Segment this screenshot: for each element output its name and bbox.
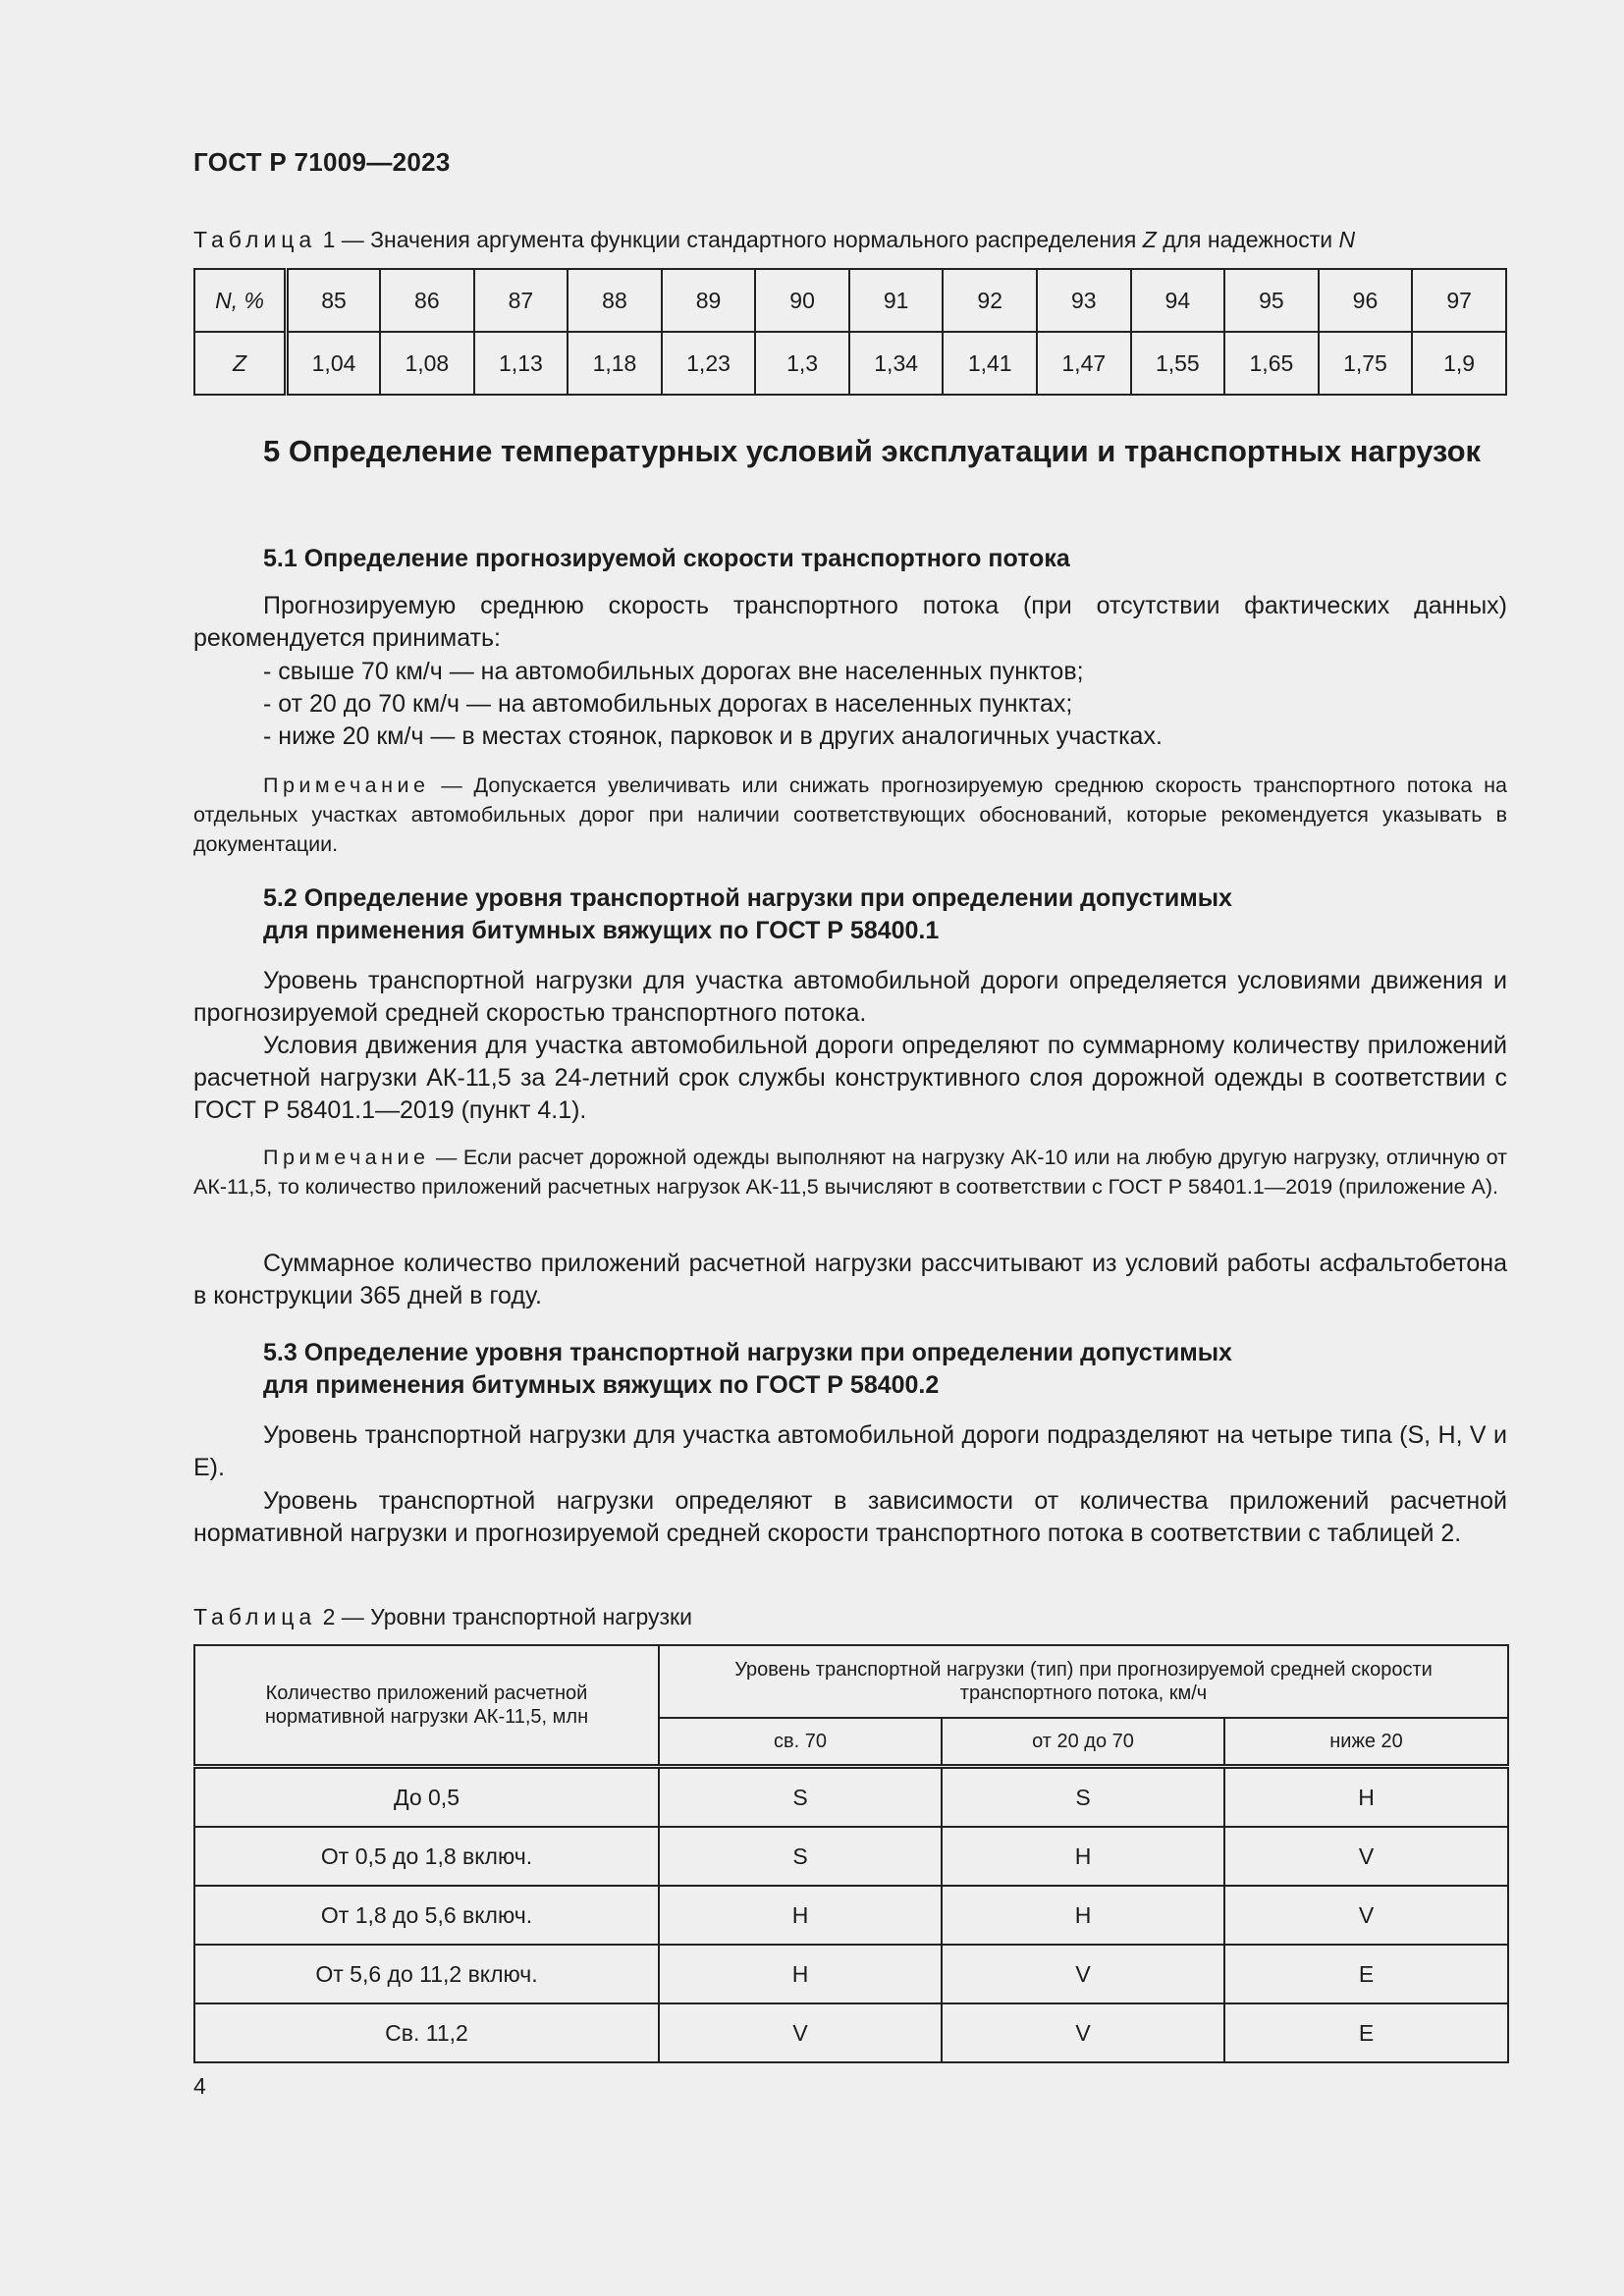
section-5-1-title: 5.1 Определение прогнозируемой скорости транспортного потока <box>263 545 1070 572</box>
table-cell: E <box>1224 1945 1508 2003</box>
table-cell: E <box>1224 2003 1508 2062</box>
table-cell: 1,04 <box>287 332 381 395</box>
table-header-row <box>194 1645 1508 1718</box>
table-cell: 1,34 <box>849 332 944 395</box>
table-cell: 1,18 <box>568 332 662 395</box>
table-cell: 1,08 <box>380 332 474 395</box>
table2-caption-text: 2 — Уровни транспортной нагрузки <box>322 1604 692 1629</box>
table-cell: V <box>659 2003 942 2062</box>
table1-caption <box>193 227 1355 253</box>
table-cell: H <box>659 1945 942 2003</box>
table-cell: V <box>1224 1827 1508 1886</box>
table-cell: 1,75 <box>1319 332 1413 395</box>
table-cell: 97 <box>1412 269 1506 332</box>
section-5-3-paragraph-2: Уровень транспортной нагрузки определяют в зависимости от количества приложений расчетной нормативной нагрузки и прогнозируемой средней скорости транспортного потока в соответствии с таблицей 2. <box>193 1487 1507 1547</box>
table-cell: V <box>1224 1886 1508 1945</box>
table-cell: V <box>942 2003 1224 2062</box>
section-5-1-note <box>193 771 1507 859</box>
table-cell: H <box>659 1886 942 1945</box>
section-5-3-paragraph-1: Уровень транспортной нагрузки для участка автомобильной дороги подразделяют на четыре типа (S, H, V и E). <box>193 1421 1507 1481</box>
table-cell: H <box>1224 1767 1508 1828</box>
table-row <box>194 1945 1508 2003</box>
table-cell: 1,41 <box>943 332 1037 395</box>
table-cell: 93 <box>1037 269 1131 332</box>
table2-caption-prefix: Таблица <box>193 1604 317 1629</box>
table-cell-range: От 5,6 до 11,2 включ. <box>194 1945 659 2003</box>
table-cell: 87 <box>474 269 568 332</box>
section-5-2-note <box>193 1143 1507 1201</box>
note-text: — Допускается увеличивать или снижать прогнозируемую среднюю скорость транспортного потока на отдельных участках автомобильных дорог при наличии соответствующих обоснований, которые рекомендуется указывать в документации. <box>193 774 1507 856</box>
section-5-3-title-line1: 5.3 Определение уровня транспортной нагрузки при определении допустимых <box>263 1339 1232 1366</box>
table-cell: H <box>942 1886 1224 1945</box>
table-cell: 1,23 <box>662 332 756 395</box>
col-header-speed: св. 70 <box>659 1718 942 1767</box>
section-5-2-paragraph-1: Уровень транспортной нагрузки для участка автомобильной дороги определяется условиями движения и прогнозируемой средней скоростью транспортного потока. <box>193 967 1507 1027</box>
table-cell: 95 <box>1224 269 1319 332</box>
table-cell: H <box>942 1827 1224 1886</box>
table1-caption-prefix: Таблица <box>193 227 317 252</box>
table-cell: S <box>659 1827 942 1886</box>
table2-caption <box>193 1604 692 1630</box>
table-cell: S <box>659 1767 942 1828</box>
table-row <box>194 1767 1508 1828</box>
section-5-3-title-line2: для применения битумных вяжущих по ГОСТ Р 58400.2 <box>263 1371 940 1399</box>
section-5-2-paragraph-3: Суммарное количество приложений расчетной нагрузки рассчитывают из условий работы асфальтобетона в конструкции 365 дней в году. <box>193 1250 1507 1309</box>
table-cell: 1,13 <box>474 332 568 395</box>
page-number: 4 <box>193 2073 206 2099</box>
row-label-n: N, % <box>194 269 287 332</box>
table-cell: 1,65 <box>1224 332 1319 395</box>
table-cell-range: Св. 11,2 <box>194 2003 659 2062</box>
table1-caption-text: 1 — Значения аргумента функции стандартного нормального распределения <box>322 227 1143 252</box>
table-cell: 94 <box>1131 269 1225 332</box>
table-cell: V <box>942 1945 1224 2003</box>
table-row <box>194 1886 1508 1945</box>
table-row-z <box>194 332 1506 395</box>
table-cell: 1,9 <box>1412 332 1506 395</box>
section-5-2-title <box>263 882 1441 947</box>
table-cell: 92 <box>943 269 1037 332</box>
list-item: - от 20 до 70 км/ч — на автомобильных дорогах в населенных пунктах; <box>263 690 1073 718</box>
speed-list <box>263 656 1500 753</box>
table-cell: 1,47 <box>1037 332 1131 395</box>
table-cell-range: До 0,5 <box>194 1767 659 1828</box>
col-header-group-speed: Уровень транспортной нагрузки (тип) при прогнозируемой средней скорости транспортного потока, км/ч <box>659 1645 1508 1718</box>
table-cell: 90 <box>755 269 849 332</box>
table-row-n <box>194 269 1506 332</box>
table1-caption-var-n: N <box>1338 227 1356 252</box>
col-header-applications: Количество приложений расчетной нормативной нагрузки АК-11,5, млн <box>194 1645 659 1767</box>
traffic-load-levels-table <box>193 1644 1509 2063</box>
table-cell: 89 <box>662 269 756 332</box>
table-cell: S <box>942 1767 1224 1828</box>
document-code: ГОСТ Р 71009—2023 <box>193 147 451 177</box>
note-text: — Если расчет дорожной одежды выполняют на нагрузку АК-10 или на любую другую нагрузку, отличную от АК-11,5, то количество приложений расчетных нагрузок АК-11,5 вычисляют в соответствии с ГОСТ Р 58401.1—2019 (приложение А). <box>193 1146 1507 1199</box>
table-cell-range: От 0,5 до 1,8 включ. <box>194 1827 659 1886</box>
table-cell-range: От 1,8 до 5,6 включ. <box>194 1886 659 1945</box>
col-header-speed: от 20 до 70 <box>942 1718 1224 1767</box>
note-label: Примечание <box>263 774 430 797</box>
table1-caption-var-z: Z <box>1142 227 1157 252</box>
section-5-2-title-line1: 5.2 Определение уровня транспортной нагрузки при определении допустимых <box>263 884 1232 912</box>
reliability-z-table <box>193 268 1507 396</box>
col-header-speed: ниже 20 <box>1224 1718 1508 1767</box>
table-cell: 1,3 <box>755 332 849 395</box>
section-5-1-intro: Прогнозируемую среднюю скорость транспортного потока (при отсутствии фактических данных) рекомендуется принимать: <box>193 592 1507 652</box>
table-cell: 85 <box>287 269 381 332</box>
row-label-z: Z <box>194 332 287 395</box>
table-cell: 88 <box>568 269 662 332</box>
section-5-2-paragraph-2: Условия движения для участка автомобильной дороги определяют по суммарному количеству приложений расчетной нагрузки АК-11,5 за 24-летний срок службы конструктивного слоя дорожной одежды в соответствии с ГОСТ Р 58401.1—2019 (пункт 4.1). <box>193 1032 1507 1124</box>
section-5-3-title <box>263 1337 1441 1402</box>
section-5-2-title-line2: для применения битумных вяжущих по ГОСТ Р 58400.1 <box>263 917 940 944</box>
table-cell: 1,55 <box>1131 332 1225 395</box>
note-label: Примечание <box>263 1146 430 1169</box>
section-5-title: 5 Определение температурных условий эксплуатации и транспортных нагрузок <box>263 434 1482 468</box>
table1-caption-mid: для надежности <box>1156 227 1339 252</box>
table-row <box>194 1827 1508 1886</box>
table-cell: 96 <box>1319 269 1413 332</box>
table-row <box>194 2003 1508 2062</box>
table-cell: 86 <box>380 269 474 332</box>
table-cell: 91 <box>849 269 944 332</box>
list-item: - ниже 20 км/ч — в местах стоянок, парковок и в других аналогичных участках. <box>263 722 1163 750</box>
list-item: - свыше 70 км/ч — на автомобильных дорогах вне населенных пунктов; <box>263 658 1084 685</box>
